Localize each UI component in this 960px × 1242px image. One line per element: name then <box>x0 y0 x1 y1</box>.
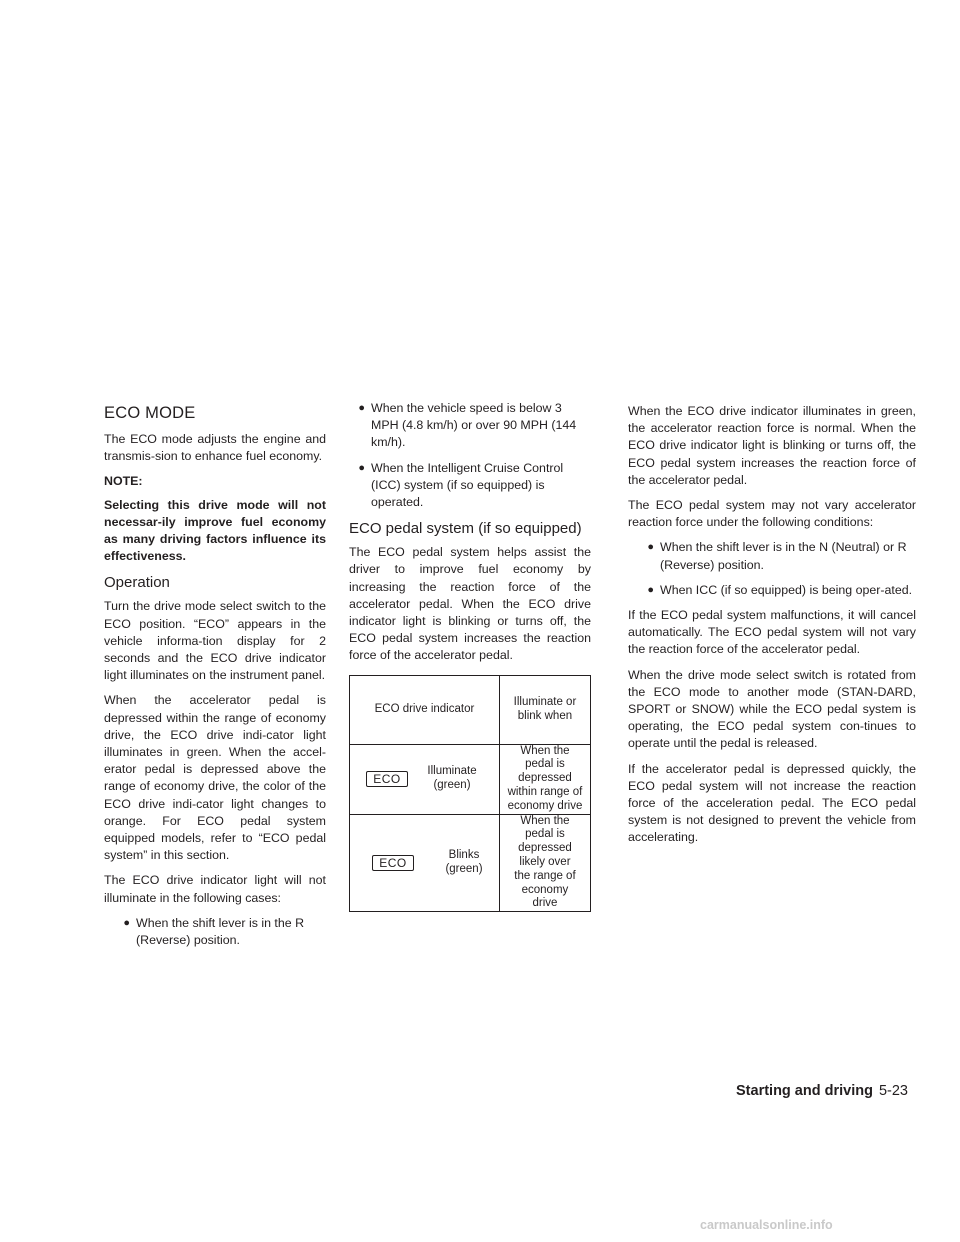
operation-paragraph-1: Turn the drive mode select switch to the ECO position. “ECO” appears in the vehicle informa-tion display for 2 seconds and the ECO drive indicator light illuminates on the instrument panel. <box>104 599 326 683</box>
bullet-text: When the shift lever is in the R (Reverse) position. <box>136 915 305 948</box>
bullet-icon: ● <box>358 461 365 474</box>
note-text: Selecting this drive mode will not necessar-ily improve fuel economy as many driving factors influence its effectiveness. <box>104 497 326 564</box>
right-paragraph-5: If the accelerator pedal is depressed quickly, the ECO pedal system will not increase the reaction force of the acceleration pedal. The ECO pedal system is not designed to prevent the vehicle from accelerating. <box>628 761 916 845</box>
column-middle <box>349 403 591 912</box>
page-footer <box>736 1083 908 1099</box>
note-label: NOTE: <box>104 474 143 489</box>
bullet-text: When the vehicle speed is below 3 MPH (4.8 km/h) or over 90 MPH (144 km/h). <box>371 401 577 450</box>
right-paragraph-4: When the drive mode select switch is rotated from the ECO mode to another mode (STAN-DARD, SPORT or SNOW) while the ECO pedal system is operating, the ECO pedal system con-tinues to operate until the pedal is released. <box>628 667 916 751</box>
intro-paragraph: The ECO mode adjusts the engine and transmis-sion to enhance fuel economy. <box>104 432 326 464</box>
bullet-item <box>349 460 591 512</box>
subheading-eco-pedal: ECO pedal system (if so equipped) <box>349 520 582 538</box>
bullet-icon: ● <box>647 541 654 554</box>
subheading-operation: Operation <box>104 574 170 592</box>
bullet-item <box>628 539 916 573</box>
bullet-item <box>349 400 591 452</box>
bullet-item <box>104 915 326 949</box>
bullet-icon: ● <box>358 402 365 414</box>
section-heading-eco-mode: ECO MODE <box>104 404 196 422</box>
eco-indicator-table <box>349 675 591 913</box>
table-row <box>350 744 591 814</box>
table-cell-indicator <box>350 744 500 814</box>
bullet-icon: ● <box>123 916 130 929</box>
bullet-text: When the Intelligent Cruise Control (ICC) system (if so equipped) is operated. <box>371 460 564 510</box>
table-header-row <box>350 675 591 744</box>
table-header-when-text: Illuminate or blink when <box>513 695 577 722</box>
condition-text: When the pedal is depressed within range of economy drive <box>507 744 583 812</box>
footer-page-number: 5-23 <box>878 1083 908 1099</box>
column-right <box>628 403 916 855</box>
watermark-text: carmanualsonline.info <box>700 1218 833 1232</box>
right-paragraph-2: The ECO pedal system may not vary accelerator reaction force under the following conditions: <box>628 498 916 530</box>
table-row <box>350 814 591 912</box>
bullet-item <box>628 582 916 599</box>
indicator-state: Blinks (green) <box>445 849 483 875</box>
operation-paragraph-2: When the accelerator pedal is depressed within the range of economy drive, the ECO drive indi-cator light illuminates in green. When the accel-erator pedal is depressed above the range of economy drive, the color of the ECO drive indi-cator light changes to orange. For ECO pedal system equipped models, refer to “ECO pedal system” in this section. <box>104 693 326 863</box>
condition-text: When the pedal is depressed likely over the range of economy drive <box>514 814 576 910</box>
table-header-when <box>499 675 590 744</box>
bullet-icon: ● <box>647 583 654 596</box>
eco-indicator-icon: ECO <box>372 855 414 871</box>
right-paragraph-3: If the ECO pedal system malfunctions, it will cancel automatically. The ECO pedal system will not vary the reaction force of the accelerator pedal. <box>628 608 916 657</box>
indicator-state: Illuminate (green) <box>427 765 477 792</box>
eco-indicator-icon: ECO <box>366 771 408 787</box>
operation-paragraph-3: The ECO drive indicator light will not illuminate in the following cases: <box>104 873 326 905</box>
table-cell-indicator <box>350 814 500 912</box>
right-paragraph-1: When the ECO drive indicator illuminates in green, the accelerator reaction force is normal. When the ECO drive indicator light is blinking or turns off, the ECO pedal system increases the reaction force of the accelerator pedal. <box>628 404 916 487</box>
footer-section-title: Starting and driving <box>736 1083 873 1099</box>
bullet-text: When ICC (if so equipped) is being oper-ated. <box>660 582 913 597</box>
pedal-paragraph: The ECO pedal system helps assist the driver to improve fuel economy by increasing the reaction force of the accelerator pedal. When the ECO drive indicator light is blinking or turns off, the ECO pedal system increases the reaction force of the accelerator pedal. <box>349 545 591 663</box>
table-cell-when <box>499 744 590 814</box>
table-cell-when <box>499 814 590 912</box>
table-header-indicator: ECO drive indicator <box>350 675 500 744</box>
column-left <box>104 403 326 957</box>
bullet-text: When the shift lever is in the N (Neutral) or R (Reverse) position. <box>660 540 907 572</box>
